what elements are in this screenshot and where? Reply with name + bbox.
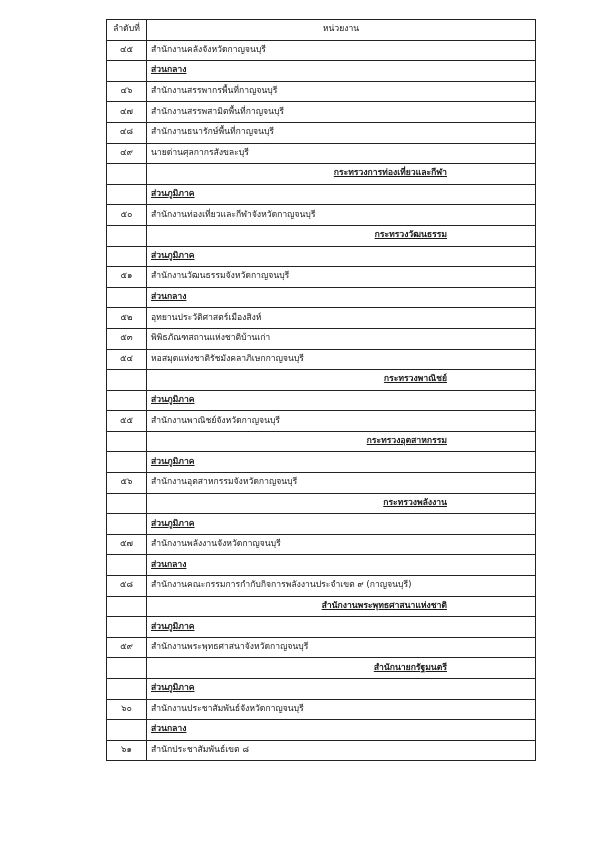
table-row <box>107 637 536 658</box>
section-heading: ส่วนภูมิภาค <box>147 617 536 638</box>
table-row <box>107 143 536 164</box>
ministry-heading: สำนักนายกรัฐมนตรี <box>147 658 536 679</box>
row-number: ๕๕ <box>107 411 147 432</box>
agency-name: สำนักงานคณะกรรมการกำกับกิจการพลังงานประจำเขต ๙ (กาญจนบุรี) <box>147 576 536 597</box>
agency-name: สำนักงานธนารักษ์พื้นที่กาญจนบุรี <box>147 122 536 143</box>
agency-name: สำนักงานท่องเที่ยวและกีฬาจังหวัดกาญจนบุรี <box>147 205 536 226</box>
section-heading: ส่วนภูมิภาค <box>147 184 536 205</box>
agency-name: สำนักงานพลังงานจังหวัดกาญจนบุรี <box>147 534 536 555</box>
table-row <box>107 493 536 514</box>
agency-name: สำนักงานวัฒนธรรมจังหวัดกาญจนบุรี <box>147 267 536 288</box>
section-heading: ส่วนภูมิภาค <box>147 514 536 535</box>
row-number <box>107 225 147 246</box>
table-row <box>107 679 536 700</box>
row-number: ๕๗ <box>107 534 147 555</box>
table-row <box>107 40 536 61</box>
table-row <box>107 452 536 473</box>
agency-name: นายด่านศุลกากรสังขละบุรี <box>147 143 536 164</box>
agency-name: สำนักประชาสัมพันธ์เขต ๘ <box>147 740 536 761</box>
ministry-heading: กระทรวงพาณิชย์ <box>147 370 536 391</box>
agency-table <box>106 19 536 761</box>
section-heading: ส่วนภูมิภาค <box>147 390 536 411</box>
agency-name: สำนักงานอุตสาหกรรมจังหวัดกาญจนบุรี <box>147 473 536 494</box>
row-number <box>107 184 147 205</box>
row-number <box>107 452 147 473</box>
table-row <box>107 658 536 679</box>
table-row <box>107 349 536 370</box>
row-number: ๔๘ <box>107 122 147 143</box>
row-number <box>107 370 147 391</box>
section-heading: ส่วนภูมิภาค <box>147 452 536 473</box>
table-row <box>107 81 536 102</box>
row-number: ๔๕ <box>107 40 147 61</box>
row-number <box>107 720 147 741</box>
table-row <box>107 699 536 720</box>
row-number <box>107 555 147 576</box>
agency-name: สำนักงานประชาสัมพันธ์จังหวัดกาญจนบุรี <box>147 699 536 720</box>
table-row <box>107 267 536 288</box>
agency-name: สำนักงานพระพุทธศาสนาจังหวัดกาญจนบุรี <box>147 637 536 658</box>
row-number: ๕๔ <box>107 349 147 370</box>
ministry-heading: สำนักงานพระพุทธศาสนาแห่งชาติ <box>147 596 536 617</box>
table-row <box>107 246 536 267</box>
table-row <box>107 225 536 246</box>
row-number: ๕๖ <box>107 473 147 494</box>
ministry-heading: กระทรวงวัฒนธรรม <box>147 225 536 246</box>
section-heading: ส่วนกลาง <box>147 720 536 741</box>
agency-name: พิพิธภัณฑสถานแห่งชาติบ้านเก่า <box>147 328 536 349</box>
header-unit: หน่วยงาน <box>147 20 536 41</box>
table-row <box>107 431 536 452</box>
row-number: ๕๘ <box>107 576 147 597</box>
table-row <box>107 740 536 761</box>
row-number: ๕๒ <box>107 308 147 329</box>
row-number: ๔๖ <box>107 81 147 102</box>
row-number <box>107 246 147 267</box>
row-number <box>107 493 147 514</box>
table-row <box>107 390 536 411</box>
table-row <box>107 308 536 329</box>
table-row <box>107 617 536 638</box>
row-number <box>107 514 147 535</box>
table-row <box>107 576 536 597</box>
agency-name: หอสมุดแห่งชาติรัชมังคลาภิเษกกาญจนบุรี <box>147 349 536 370</box>
section-heading: ส่วนภูมิภาค <box>147 246 536 267</box>
ministry-heading: กระทรวงพลังงาน <box>147 493 536 514</box>
table-row <box>107 534 536 555</box>
section-heading: ส่วนภูมิภาค <box>147 679 536 700</box>
table-row <box>107 164 536 185</box>
agency-name: สำนักงานคลังจังหวัดกาญจนบุรี <box>147 40 536 61</box>
header-number: ลำดับที่ <box>107 20 147 41</box>
ministry-heading: กระทรวงการท่องเที่ยวและกีฬา <box>147 164 536 185</box>
table-row <box>107 287 536 308</box>
table-row <box>107 184 536 205</box>
table-row <box>107 61 536 82</box>
agency-name: สำนักงานพาณิชย์จังหวัดกาญจนบุรี <box>147 411 536 432</box>
table-row <box>107 411 536 432</box>
agency-name: สำนักงานสรรพากรพื้นที่กาญจนบุรี <box>147 81 536 102</box>
row-number: ๕๓ <box>107 328 147 349</box>
row-number <box>107 390 147 411</box>
row-number: ๔๙ <box>107 143 147 164</box>
row-number <box>107 596 147 617</box>
table-row <box>107 555 536 576</box>
row-number: ๖๐ <box>107 699 147 720</box>
row-number <box>107 658 147 679</box>
section-heading: ส่วนกลาง <box>147 287 536 308</box>
row-number <box>107 287 147 308</box>
row-number <box>107 431 147 452</box>
section-heading: ส่วนกลาง <box>147 61 536 82</box>
ministry-heading: กระทรวงอุตสาหกรรม <box>147 431 536 452</box>
section-heading: ส่วนกลาง <box>147 555 536 576</box>
table-row <box>107 122 536 143</box>
table-row <box>107 102 536 123</box>
row-number: ๖๑ <box>107 740 147 761</box>
table-row <box>107 514 536 535</box>
row-number: ๕๙ <box>107 637 147 658</box>
table-row <box>107 720 536 741</box>
row-number: ๕๐ <box>107 205 147 226</box>
row-number <box>107 61 147 82</box>
table-header-row <box>107 20 536 41</box>
table-row <box>107 473 536 494</box>
row-number: ๔๗ <box>107 102 147 123</box>
table-row <box>107 596 536 617</box>
row-number <box>107 617 147 638</box>
agency-name: อุทยานประวัติศาสตร์เมืองสิงห์ <box>147 308 536 329</box>
table-row <box>107 328 536 349</box>
agency-name: สำนักงานสรรพสามิตพื้นที่กาญจนบุรี <box>147 102 536 123</box>
row-number <box>107 164 147 185</box>
row-number <box>107 679 147 700</box>
table-row <box>107 370 536 391</box>
table-row <box>107 205 536 226</box>
row-number: ๕๑ <box>107 267 147 288</box>
